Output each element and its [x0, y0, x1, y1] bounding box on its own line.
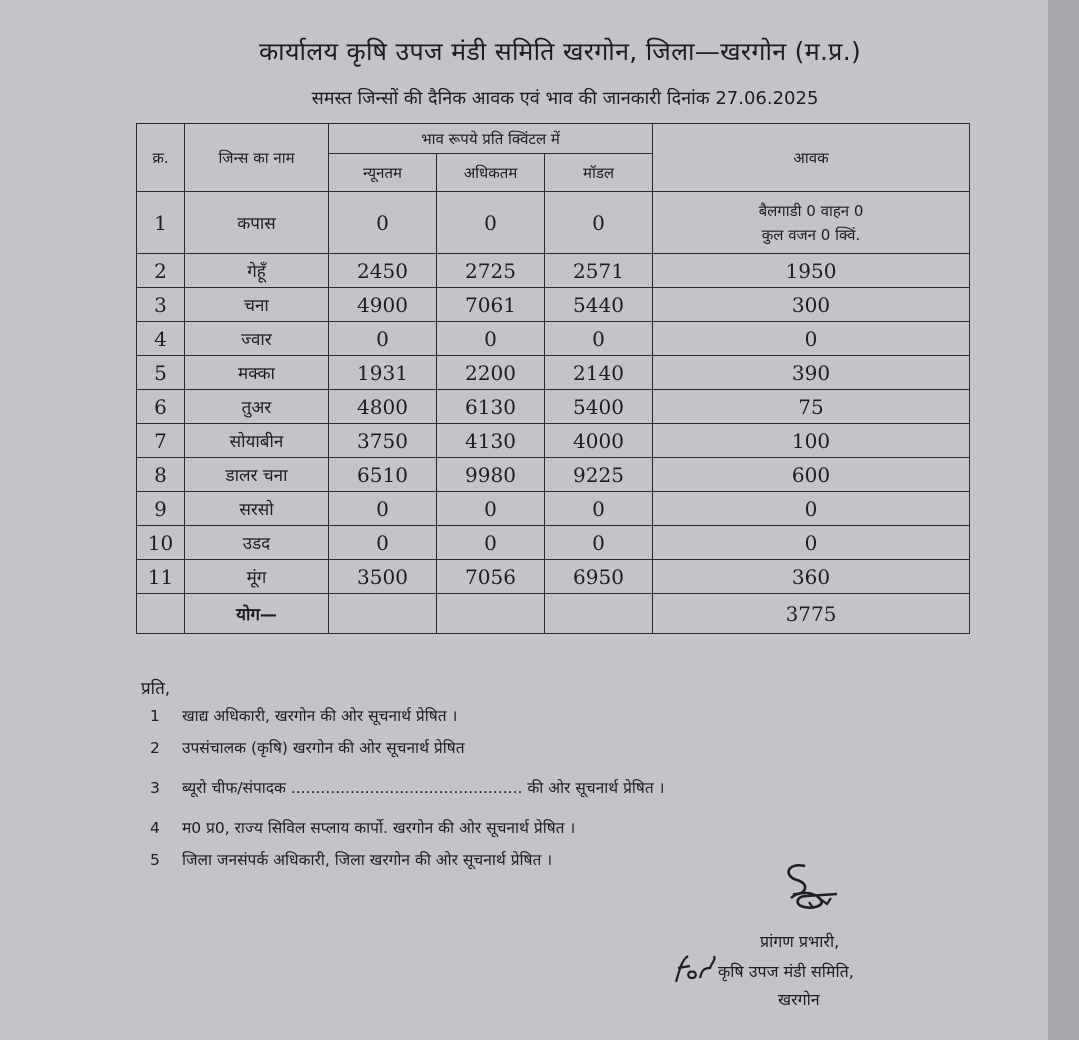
- cell-arrival: 0: [653, 526, 970, 560]
- cell-serial: 10: [137, 526, 185, 560]
- cell-min: 0: [329, 322, 437, 356]
- table-header-row: [137, 124, 970, 154]
- cell-model: 0: [545, 322, 653, 356]
- cell-min: 1931: [329, 356, 437, 390]
- cell-serial: 9: [137, 492, 185, 526]
- header-serial: क्र.: [137, 124, 185, 192]
- cell-commodity: तुअर: [185, 390, 329, 424]
- cell-arrival: 100: [653, 424, 970, 458]
- list-item-number: 4: [150, 819, 160, 837]
- table-row: [137, 526, 970, 560]
- signatory-place: खरगोन: [778, 990, 820, 1009]
- list-item-number: 2: [150, 739, 160, 757]
- list-item-text: ब्यूरो चीफ/संपादक ............................................... की ओर सूचनार्थ प्रेषित ।: [182, 779, 665, 797]
- cell-min: 0: [329, 526, 437, 560]
- cell-model: 6950: [545, 560, 653, 594]
- cell-max: 2725: [437, 254, 545, 288]
- list-item: [150, 848, 552, 870]
- table-row: [137, 560, 970, 594]
- report-subtitle: समस्त जिन्सों की दैनिक आवक एवं भाव की जानकारी दिनांक 27.06.2025: [311, 88, 819, 109]
- cell-commodity: ज्वार: [185, 322, 329, 356]
- cell-serial: 7: [137, 424, 185, 458]
- handwritten-signature: [775, 860, 845, 915]
- cell-model: 0: [545, 526, 653, 560]
- table-row: [137, 192, 970, 254]
- cell-serial: 6: [137, 390, 185, 424]
- cell-min: 3750: [329, 424, 437, 458]
- cell-min: 0: [329, 492, 437, 526]
- cell-arrival: 390: [653, 356, 970, 390]
- cell-empty: [437, 594, 545, 634]
- list-item: [150, 736, 465, 758]
- list-item: [150, 776, 665, 798]
- cell-max: 4130: [437, 424, 545, 458]
- rates-table: [136, 123, 970, 634]
- cell-serial: 8: [137, 458, 185, 492]
- cell-commodity: सोयाबीन: [185, 424, 329, 458]
- cell-arrival: 360: [653, 560, 970, 594]
- cell-commodity: उडद: [185, 526, 329, 560]
- cell-arrival: 0: [653, 492, 970, 526]
- table-row: [137, 288, 970, 322]
- cell-min: 0: [329, 192, 437, 254]
- total-row: [137, 594, 970, 634]
- cell-max: 9980: [437, 458, 545, 492]
- header-min-price: न्यूनतम: [329, 154, 437, 192]
- cell-max: 0: [437, 322, 545, 356]
- list-item-text: म0 प्र0, राज्य सिविल सप्लाय कार्पो. खरगोन की ओर सूचनार्थ प्रेषित ।: [182, 819, 576, 837]
- cell-model: 0: [545, 192, 653, 254]
- cell-commodity: गेहूँ: [185, 254, 329, 288]
- cell-model: 0: [545, 492, 653, 526]
- cell-max: 7061: [437, 288, 545, 322]
- cell-model: 4000: [545, 424, 653, 458]
- cell-serial: 11: [137, 560, 185, 594]
- list-item-text: खाद्य अधिकारी, खरगोन की ओर सूचनार्थ प्रेषित ।: [182, 707, 458, 725]
- list-item: [150, 816, 575, 838]
- table-row: [137, 356, 970, 390]
- cell-model: 5400: [545, 390, 653, 424]
- header-price-group: भाव रूपये प्रति क्विंटल में: [329, 124, 653, 154]
- total-label: योग—: [185, 594, 329, 634]
- cell-serial: 4: [137, 322, 185, 356]
- list-item-number: 5: [150, 851, 160, 869]
- cell-max: 7056: [437, 560, 545, 594]
- cell-model: 2140: [545, 356, 653, 390]
- cell-commodity: सरसो: [185, 492, 329, 526]
- for-handwritten-mark: [672, 952, 718, 988]
- office-title: कार्यालय कृषि उपज मंडी समिति खरगोन, जिला—खरगोन (म.प्र.): [258, 37, 862, 66]
- page-edge: [1048, 0, 1079, 1040]
- cell-model: 2571: [545, 254, 653, 288]
- cell-max: 6130: [437, 390, 545, 424]
- cell-arrival: 300: [653, 288, 970, 322]
- cell-arrival: 600: [653, 458, 970, 492]
- table-row: [137, 458, 970, 492]
- arrival-vehicles: बैलगाडी 0 वाहन 0: [758, 201, 864, 220]
- cell-max: 0: [437, 192, 545, 254]
- signatory-designation: प्रांगण प्रभारी,: [760, 932, 840, 951]
- cell-min: 4800: [329, 390, 437, 424]
- cell-model: 5440: [545, 288, 653, 322]
- table-row: [137, 254, 970, 288]
- header-model-price: मॉडल: [545, 154, 653, 192]
- table-row: [137, 492, 970, 526]
- cell-min: 2450: [329, 254, 437, 288]
- cell-arrival: 75: [653, 390, 970, 424]
- cell-serial: 1: [137, 192, 185, 254]
- copy-to-heading: प्रति,: [141, 679, 171, 699]
- cell-min: 3500: [329, 560, 437, 594]
- cell-empty: [137, 594, 185, 634]
- cell-arrival: 0: [653, 322, 970, 356]
- header-commodity-name: जिन्स का नाम: [185, 124, 329, 192]
- arrival-weight: कुल वजन 0 क्विं.: [761, 225, 861, 244]
- cell-serial: 5: [137, 356, 185, 390]
- cell-empty: [329, 594, 437, 634]
- table-row: [137, 424, 970, 458]
- list-item-number: 1: [150, 707, 160, 725]
- total-arrival: 3775: [653, 594, 970, 634]
- cell-commodity: मक्का: [185, 356, 329, 390]
- cell-model: 9225: [545, 458, 653, 492]
- cell-max: 2200: [437, 356, 545, 390]
- cell-empty: [545, 594, 653, 634]
- cell-max: 0: [437, 492, 545, 526]
- table-row: [137, 322, 970, 356]
- signatory-office: कृषि उपज मंडी समिति,: [718, 962, 854, 981]
- cell-serial: 2: [137, 254, 185, 288]
- list-item: [150, 704, 457, 726]
- cell-commodity: मूंग: [185, 560, 329, 594]
- cell-min: 4900: [329, 288, 437, 322]
- cell-serial: 3: [137, 288, 185, 322]
- header-arrival: आवक: [653, 124, 970, 192]
- list-item-text: उपसंचालक (कृषि) खरगोन की ओर सूचनार्थ प्रेषित: [182, 739, 465, 757]
- cell-arrival: 1950: [653, 254, 970, 288]
- cell-min: 6510: [329, 458, 437, 492]
- list-item-number: 3: [150, 779, 160, 797]
- list-item-text: जिला जनसंपर्क अधिकारी, जिला खरगोन की ओर सूचनार्थ प्रेषित ।: [182, 851, 553, 869]
- cell-commodity: चना: [185, 288, 329, 322]
- table-row: [137, 390, 970, 424]
- cell-arrival-cotton: [653, 192, 970, 254]
- header-max-price: अधिकतम: [437, 154, 545, 192]
- signature-block: [670, 860, 910, 1020]
- cell-commodity: डालर चना: [185, 458, 329, 492]
- cell-commodity: कपास: [185, 192, 329, 254]
- cell-max: 0: [437, 526, 545, 560]
